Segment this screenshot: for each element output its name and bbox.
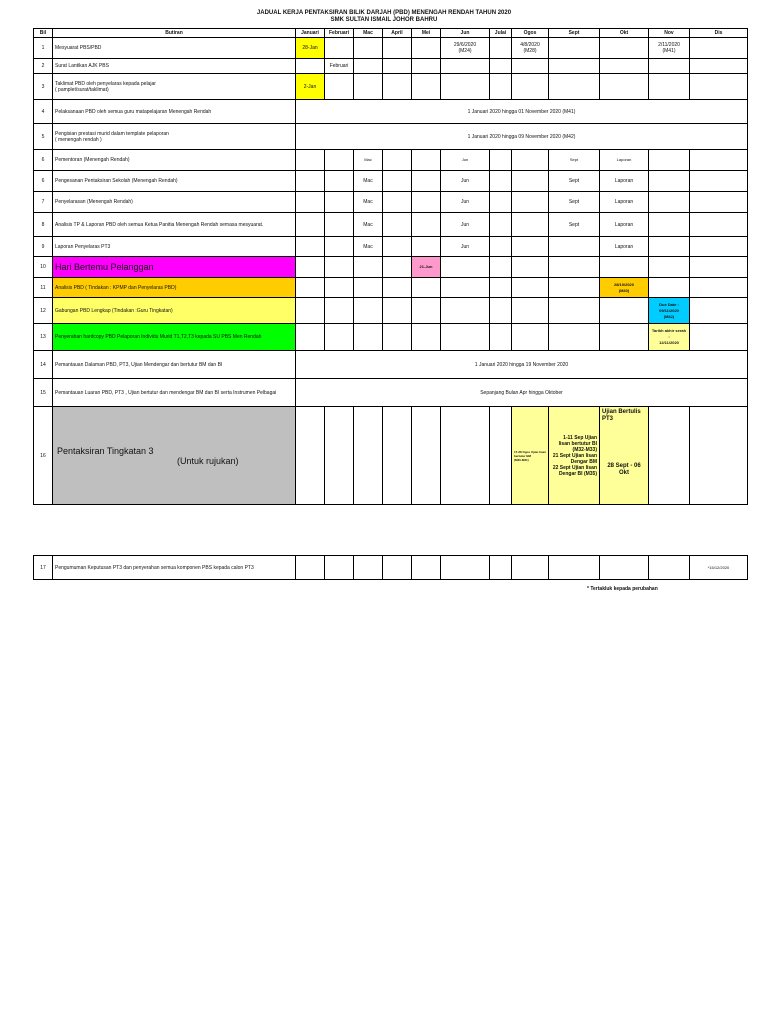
table-row	[34, 59, 748, 74]
row-number: 10	[34, 257, 53, 278]
row-item: Pengumuman Keputusan PT3 dan penyerahan semua komponen PBS kepada calon PT3	[53, 556, 296, 580]
row-number: 13	[34, 324, 53, 351]
row-item: Surat Lantikan AJK PBS	[53, 59, 296, 74]
schedule-table	[33, 28, 748, 505]
col-header: Februari	[325, 29, 354, 38]
row-item: Pemantauan Luaran PBD, PT3 , Ujian bertutur dan mendengar BM dan BI serta Instrumen Pelbagai	[53, 379, 296, 407]
col-header: Sept	[549, 29, 600, 38]
col-header: Bil	[34, 29, 53, 38]
table-row	[34, 192, 748, 213]
cell-okt: Laporan	[600, 192, 649, 213]
cell-okt: 28/10/2020 (M40)	[600, 278, 649, 298]
cell-jun: Jun	[441, 150, 490, 171]
footnote: * Tertakluk kepada perubahan	[587, 586, 658, 592]
span-cell: 1 Januari 2020 hingga 09 November 2020 (M42)	[296, 124, 748, 150]
col-header: Mac	[354, 29, 383, 38]
row-number: 14	[34, 351, 53, 379]
cell-okt: Laporan	[600, 171, 649, 192]
table-row	[34, 150, 748, 171]
col-header: Julai	[490, 29, 512, 38]
cell-mac: Mac	[354, 150, 383, 171]
cell-jun: 29/6/2020 (M24)	[441, 38, 490, 59]
row-number: 9	[34, 237, 53, 257]
row-item: Penyerahan hardcopy PBD Pelaporan Individu Murid T1,T2,T3 kepada SU PBS Men Rendah	[53, 324, 296, 351]
cell-okt: Laporan	[600, 213, 649, 237]
table-row	[34, 556, 748, 580]
row-number: 5	[34, 124, 53, 150]
row-item: Pelaksanaan PBD oleh semua guru matapelajaran Menengah Rendah	[53, 100, 296, 124]
table-row	[34, 298, 748, 324]
cell-nov: 2/11/2020 (M41)	[649, 38, 690, 59]
table-row	[34, 237, 748, 257]
cell-dis: *15/12/2020	[690, 556, 748, 580]
page-subtitle: SMK SULTAN ISMAIL JOHOR BAHRU	[330, 17, 438, 23]
cell-okt: Laporan	[600, 237, 649, 257]
col-header: Dis	[690, 29, 748, 38]
cell-mac: Mac	[354, 171, 383, 192]
row-number: 4	[34, 100, 53, 124]
cell-okt	[600, 407, 649, 505]
row-number: 6	[34, 171, 53, 192]
table-row	[34, 257, 748, 278]
cell-januari: 2-Jan	[296, 74, 325, 100]
col-header: Ogos	[512, 29, 549, 38]
table-row	[34, 379, 748, 407]
cell-nov: Tarikh akhir serah : 12/11/2020	[649, 324, 690, 351]
row-item: Mesyuarat PBS/PBD	[53, 38, 296, 59]
cell-sept: Sept	[549, 150, 600, 171]
row-number: 2	[34, 59, 53, 74]
row-number: 17	[34, 556, 53, 580]
row-number: 7	[34, 192, 53, 213]
cell-sept: Sept	[549, 171, 600, 192]
table-row	[34, 124, 748, 150]
table-row	[34, 407, 748, 505]
cell-februari: Februari	[325, 59, 354, 74]
col-header: Butiran	[53, 29, 296, 38]
row-item: Hari Bertemu Pelanggan	[53, 257, 296, 278]
row-item: Analisis TP & Laporan PBD oleh semua Ketua Panitia Menengah Rendah semasa mesyuarat.	[53, 213, 296, 237]
table-row	[34, 171, 748, 192]
page-title: JADUAL KERJA PENTAKSIRAN BILIK DARJAH (PBD) MENENGAH RENDAH TAHUN 2020	[256, 10, 512, 16]
table-row	[34, 278, 748, 298]
cell-jun: Jun	[441, 171, 490, 192]
table-row	[34, 100, 748, 124]
span-cell: Sepanjang Bulan Apr hingga Oktober	[296, 379, 748, 407]
row-item: Pemantauan Dalaman PBD, PT3, Ujian Mendengar dan bertutur BM dan BI	[53, 351, 296, 379]
col-header: Januari	[296, 29, 325, 38]
table-row	[34, 324, 748, 351]
row-number: 16	[34, 407, 53, 505]
row-number: 6	[34, 150, 53, 171]
cell-okt: Laporan	[600, 150, 649, 171]
row-item: Pementoran (Menengah Rendah)	[53, 150, 296, 171]
cell-sept: Sept	[549, 213, 600, 237]
col-header: April	[383, 29, 412, 38]
table-row	[34, 213, 748, 237]
cell-mei: 21-Jun	[412, 257, 441, 278]
col-header: Okt	[600, 29, 649, 38]
cell-mac: Mac	[354, 192, 383, 213]
span-cell: 1 Januari 2020 hingga 19 November 2020	[296, 351, 748, 379]
row-item: Pengisian prestasi murid dalam template pelaporan ( menengah rendah )	[53, 124, 296, 150]
col-header: Jun	[441, 29, 490, 38]
row-item: Pengesanan Pentaksiran Sekolah (Menengah Rendah)	[53, 171, 296, 192]
cell-jun: Jun	[441, 192, 490, 213]
row-number: 3	[34, 74, 53, 100]
col-header: Mei	[412, 29, 441, 38]
row-item: Analisis PBD ( Tindakan : KPMP dan Penyelaras PBD)	[53, 278, 296, 298]
cell-ogos: 4/8/2020 (M28)	[512, 38, 549, 59]
row-item-title: Pentaksiran Tingkatan 3	[57, 445, 154, 456]
cell-mac: Mac	[354, 237, 383, 257]
row-number: 8	[34, 213, 53, 237]
cell-nov: Due Date : 09/11/2020 (M42)	[649, 298, 690, 324]
cell-ogos: 17-28 Ogos Ujian lisan bertutur BM (M30-M31)	[512, 407, 549, 505]
cell-mac: Mac	[354, 213, 383, 237]
span-cell: 1 Januari 2020 hingga 01 November 2020 (M41)	[296, 100, 748, 124]
cell-januari: 28-Jan	[296, 38, 325, 59]
table-row	[34, 74, 748, 100]
cell-sept: 1-11 Sep Ujian lisan bertutur BI (M32-M33) 21 Sept Ujian lisan Dengar BM 22 Sept Ujian lisan Dengar BI (M35)	[549, 407, 600, 505]
row-item: Gabungan PBD Lengkap (Tindakan :Guru Tingkatan)	[53, 298, 296, 324]
cell-jun: Jun	[441, 237, 490, 257]
col-header: Nov	[649, 29, 690, 38]
row-number: 15	[34, 379, 53, 407]
row-item-note: (Untuk rujukan)	[177, 455, 239, 466]
table-row	[34, 351, 748, 379]
cell-okt-title: Ujian Bertulis PT3	[602, 409, 641, 422]
row-number: 11	[34, 278, 53, 298]
row-number: 1	[34, 38, 53, 59]
cell-jun: Jun	[441, 213, 490, 237]
row-item: Taklimat PBD oleh penyelaras kepada pelajar ( pamplet/surat/taklimat)	[53, 74, 296, 100]
table-row	[34, 38, 748, 59]
cell-sept: Sept	[549, 192, 600, 213]
row-item	[53, 407, 296, 505]
row-number: 12	[34, 298, 53, 324]
row-item: Penyelarasan (Menengah Rendah)	[53, 192, 296, 213]
row-item: Laporan Penyelaras PT3	[53, 237, 296, 257]
table-header-row	[34, 29, 748, 38]
schedule-table-results	[33, 555, 748, 580]
cell-okt-date: 28 Sept - 06 Okt	[607, 463, 641, 476]
